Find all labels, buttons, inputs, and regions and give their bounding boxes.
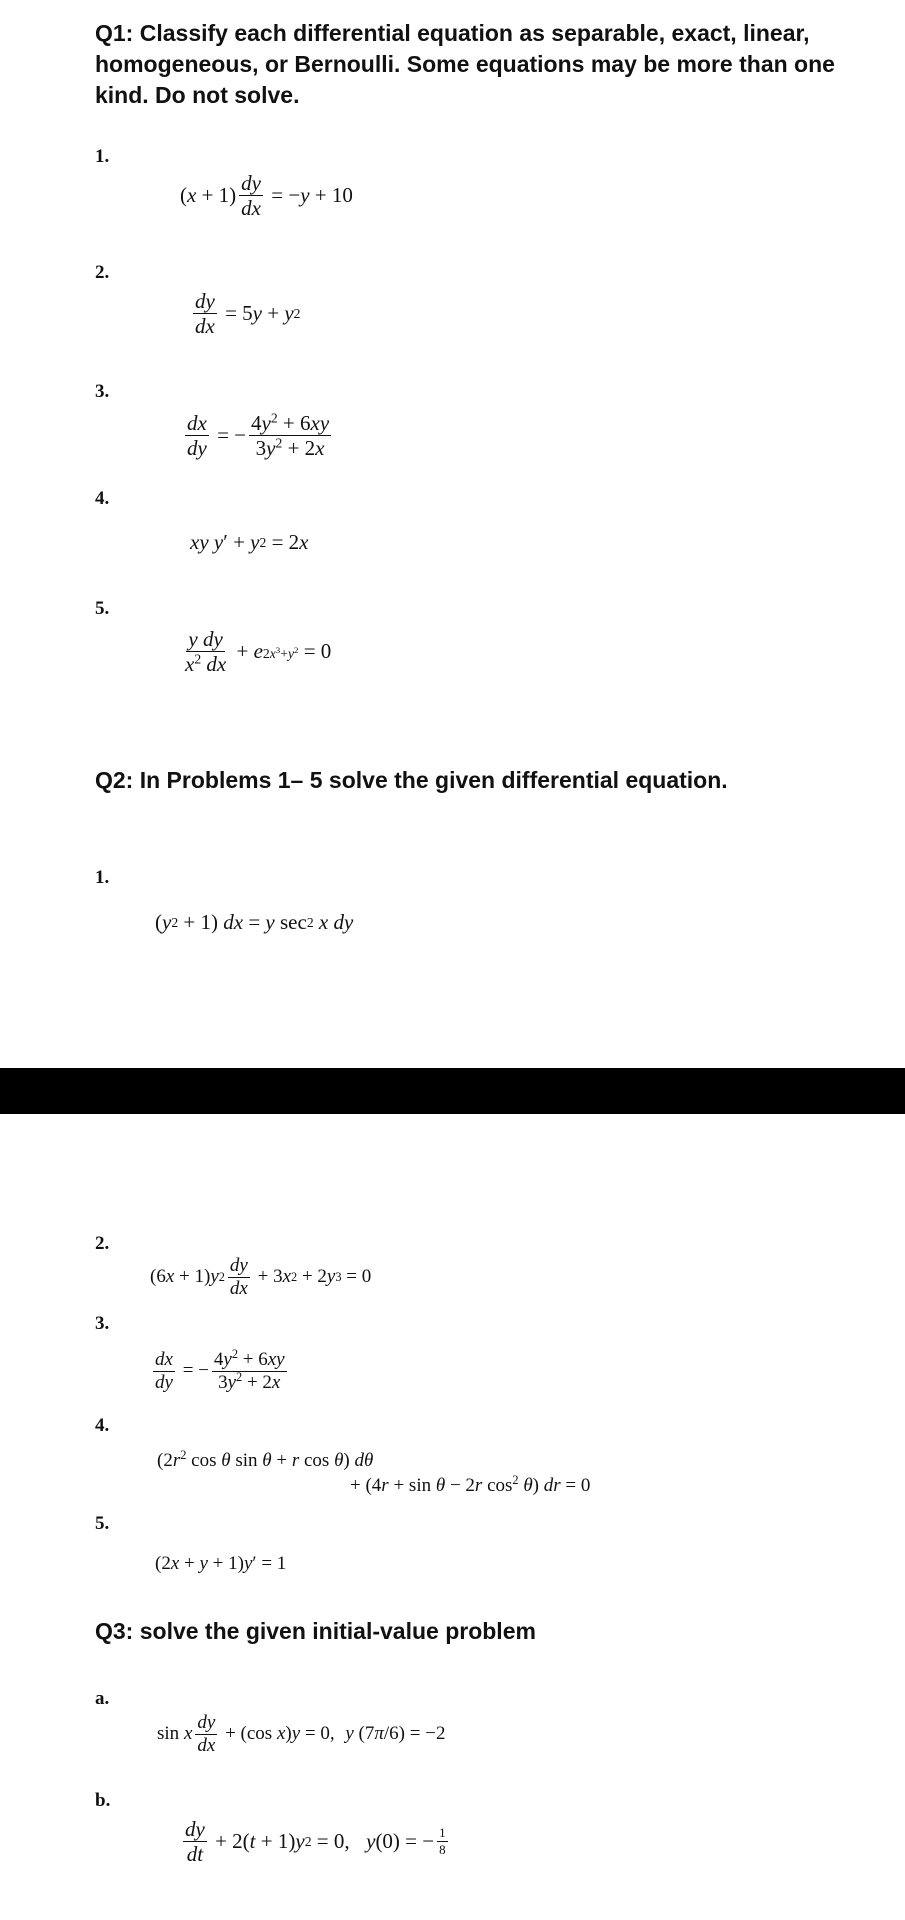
q2-equation-1: ( y 2 + 1) dx = y sec 2 x dy xyxy=(155,910,354,934)
q2-item-1-number: 1. xyxy=(95,867,110,888)
q1-item-1-number: 1. xyxy=(95,146,110,167)
q1-equation-2: $\frac{dy}{dx}$ = 5 y + y 2 xyxy=(195,289,301,339)
redaction-bar xyxy=(0,1068,905,1114)
q1-item-2-number: 2. xyxy=(95,262,110,283)
q1-equation-5: $\frac{\text{y dy}}{x^2 dx}$ + e $2x^3+y^2$ = 0 xyxy=(185,627,332,677)
q3-item-a-label: a. xyxy=(95,1688,110,1709)
q1-item-4-number: 4. xyxy=(95,488,110,509)
q3-equation-a: sin x $\frac{dy}{dx}$ + (cos x ) y = 0, y (7 π /6) = −2 xyxy=(157,1712,446,1756)
q1-equation-3: $\frac{dx}{dy}$ = − $\frac{4y^2 + 6xy}{3y^2 + 2x}$ xyxy=(187,410,330,461)
q2-item-5-number: 5. xyxy=(95,1513,110,1534)
q2-equation-2: (6 x + 1) y 2 $\frac{dy}{dx}$ + 3 x 2 + 2 y 3 = 0 xyxy=(150,1255,372,1299)
q2-item-2-number: 2. xyxy=(95,1233,110,1254)
q2-equation-4-line-1: ($2r^2$ cos θ sin θ + r cos θ) dθ xyxy=(157,1448,374,1471)
q1-equation-4: xy y ′ + y 2 = 2 x xyxy=(190,530,309,554)
q2-heading: Q2: In Problems 1– 5 solve the given differential equation. xyxy=(95,767,728,793)
q2-equation-4-line-2: + (4r + sin θ − 2r $\cos^2 \theta$) dr = 0 xyxy=(350,1473,591,1496)
q2-equation-5: (2 x + y + 1) y ′ = 1 xyxy=(155,1553,287,1574)
q2-item-3-number: 3. xyxy=(95,1313,110,1334)
q3-equation-b: $\frac{dy}{dt}$ + 2( t + 1) y 2 = 0, y (0) = − $\frac{1}{8}$ xyxy=(185,1817,446,1867)
q3-item-b-label: b. xyxy=(95,1790,111,1811)
q1-item-3-number: 3. xyxy=(95,381,110,402)
q1-equation-1: ( x + 1) $\frac{dy}{dx}$ = − y + 10 xyxy=(180,171,353,221)
q1-heading: Q1: Classify each differential equation as separable, exact, linear, homogeneous, or Bernoulli. Some equations may be more than one kind. Do not solve. xyxy=(95,20,835,108)
q2-equation-3: $\frac{dx}{dy}$ = − $\frac{4y^2 + 6xy}{3y^2 + 2x}$ xyxy=(155,1347,285,1393)
q1-item-5-number: 5. xyxy=(95,598,110,619)
q3-heading: Q3: solve the given initial-value problem xyxy=(95,1618,536,1644)
q2-item-4-number: 4. xyxy=(95,1415,110,1436)
